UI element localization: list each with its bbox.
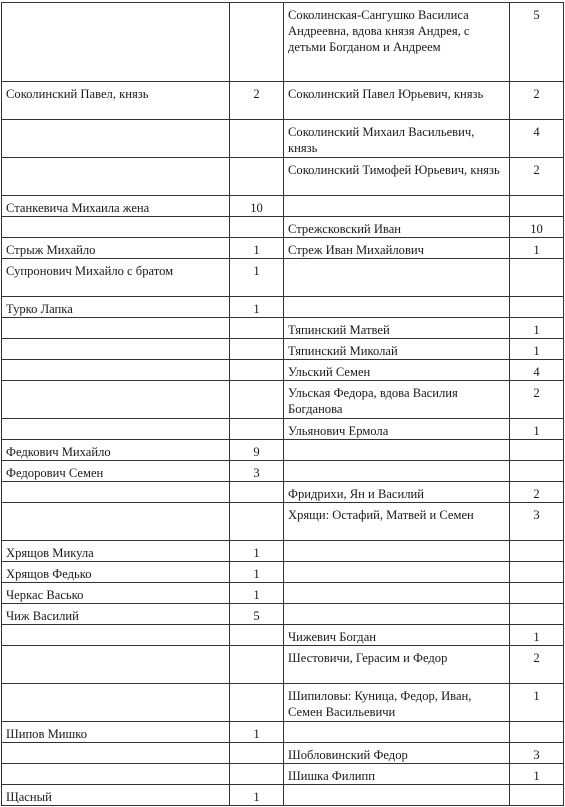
table-row (2, 120, 564, 158)
right-name-cell: Соколинский Павел Юрьевич, князь (284, 82, 510, 120)
right-name-cell: Шипиловы: Куница, Федор, Иван, Семен Васильевичи (284, 684, 510, 722)
right-name-cell (284, 785, 510, 806)
table-row (2, 625, 564, 646)
right-name-cell: Фридрихи, Ян и Василий (284, 482, 510, 503)
right-name-cell: Тяпинский Матвей (284, 318, 510, 339)
table-row (2, 3, 564, 82)
left-count-cell: 1 (230, 785, 284, 806)
left-count-cell: 1 (230, 541, 284, 562)
table-row (2, 583, 564, 604)
register-table (1, 2, 564, 806)
right-name-cell: Соколинский Тимофей Юрьевич, князь (284, 158, 510, 196)
table-row (2, 646, 564, 684)
right-name-cell: Шишка Филипп (284, 764, 510, 785)
right-name-cell (284, 722, 510, 743)
right-name-cell (284, 541, 510, 562)
left-count-cell (230, 318, 284, 339)
right-count-cell: 1 (510, 625, 564, 646)
left-count-cell: 3 (230, 461, 284, 482)
table-row (2, 297, 564, 318)
right-name-cell (284, 562, 510, 583)
right-name-cell (284, 196, 510, 217)
right-count-cell: 4 (510, 120, 564, 158)
table-row (2, 604, 564, 625)
left-count-cell: 2 (230, 82, 284, 120)
left-count-cell (230, 743, 284, 764)
right-count-cell: 1 (510, 318, 564, 339)
right-name-cell: Ульская Федора, вдова Василия Богданова (284, 381, 510, 419)
right-name-cell: Шобловинский Федор (284, 743, 510, 764)
right-count-cell: 1 (510, 339, 564, 360)
right-name-cell (284, 583, 510, 604)
table-row (2, 360, 564, 381)
right-count-cell (510, 562, 564, 583)
left-name-cell: Черкас Васько (2, 583, 230, 604)
right-name-cell (284, 461, 510, 482)
table-row (2, 684, 564, 722)
left-name-cell: Турко Лапка (2, 297, 230, 318)
table-row (2, 419, 564, 440)
left-count-cell (230, 158, 284, 196)
right-name-cell: Тяпинский Миколай (284, 339, 510, 360)
table-row (2, 764, 564, 785)
right-count-cell (510, 604, 564, 625)
left-name-cell (2, 684, 230, 722)
left-name-cell (2, 503, 230, 541)
left-count-cell: 1 (230, 722, 284, 743)
left-name-cell (2, 419, 230, 440)
right-name-cell: Хрящи: Остафий, Матвей и Семен (284, 503, 510, 541)
right-count-cell (510, 785, 564, 806)
right-name-cell: Стреж Иван Михайлович (284, 238, 510, 259)
left-name-cell (2, 743, 230, 764)
left-name-cell (2, 318, 230, 339)
left-name-cell: Шипов Мишко (2, 722, 230, 743)
right-count-cell: 1 (510, 238, 564, 259)
table-row (2, 461, 564, 482)
right-count-cell: 1 (510, 684, 564, 722)
right-count-cell (510, 722, 564, 743)
right-count-cell (510, 297, 564, 318)
left-name-cell: Соколинский Павел, князь (2, 82, 230, 120)
right-count-cell: 5 (510, 3, 564, 82)
left-count-cell (230, 3, 284, 82)
left-name-cell: Федорович Семен (2, 461, 230, 482)
table-row (2, 562, 564, 583)
table-row (2, 217, 564, 238)
right-name-cell: Ульянович Ермола (284, 419, 510, 440)
table-row (2, 158, 564, 196)
right-count-cell: 3 (510, 743, 564, 764)
right-name-cell: Соколинская-Сангушко Василиса Андреевна, вдова князя Андрея, с детьми Богданом и Андреем (284, 3, 510, 82)
right-name-cell (284, 259, 510, 297)
left-name-cell: Щасный (2, 785, 230, 806)
right-name-cell (284, 297, 510, 318)
left-count-cell (230, 360, 284, 381)
left-count-cell (230, 217, 284, 238)
table-row (2, 259, 564, 297)
table-row (2, 722, 564, 743)
right-count-cell: 3 (510, 503, 564, 541)
right-name-cell (284, 440, 510, 461)
table-row (2, 196, 564, 217)
left-name-cell (2, 217, 230, 238)
left-count-cell (230, 625, 284, 646)
table-row (2, 381, 564, 419)
left-count-cell (230, 120, 284, 158)
left-count-cell: 5 (230, 604, 284, 625)
right-count-cell: 2 (510, 646, 564, 684)
left-count-cell (230, 503, 284, 541)
right-name-cell: Соколинский Михаил Васильевич, князь (284, 120, 510, 158)
left-count-cell (230, 684, 284, 722)
right-count-cell: 2 (510, 158, 564, 196)
table-row (2, 743, 564, 764)
right-count-cell (510, 583, 564, 604)
left-name-cell (2, 120, 230, 158)
left-name-cell: Супронович Михайло с братом (2, 259, 230, 297)
left-name-cell (2, 360, 230, 381)
left-name-cell: Стрыж Михайло (2, 238, 230, 259)
right-count-cell (510, 541, 564, 562)
left-name-cell (2, 381, 230, 419)
left-count-cell (230, 764, 284, 785)
right-name-cell: Чижевич Богдан (284, 625, 510, 646)
left-name-cell: Чиж Василий (2, 604, 230, 625)
left-count-cell: 1 (230, 238, 284, 259)
table-row (2, 503, 564, 541)
right-count-cell: 1 (510, 764, 564, 785)
left-name-cell (2, 482, 230, 503)
left-name-cell: Хрящов Федько (2, 562, 230, 583)
right-count-cell: 2 (510, 482, 564, 503)
right-name-cell: Стрежсковский Иван (284, 217, 510, 238)
right-count-cell: 4 (510, 360, 564, 381)
left-count-cell (230, 646, 284, 684)
table-row (2, 238, 564, 259)
right-name-cell: Шестовичи, Герасим и Федор (284, 646, 510, 684)
left-name-cell (2, 158, 230, 196)
left-count-cell: 1 (230, 297, 284, 318)
left-count-cell: 1 (230, 562, 284, 583)
left-count-cell (230, 381, 284, 419)
left-name-cell (2, 3, 230, 82)
right-count-cell (510, 461, 564, 482)
left-count-cell: 10 (230, 196, 284, 217)
table-row (2, 482, 564, 503)
table-row (2, 440, 564, 461)
table-row (2, 318, 564, 339)
left-name-cell: Станкевича Михаила жена (2, 196, 230, 217)
right-count-cell: 2 (510, 82, 564, 120)
right-name-cell (284, 604, 510, 625)
right-count-cell (510, 440, 564, 461)
right-count-cell (510, 196, 564, 217)
left-count-cell (230, 482, 284, 503)
left-count-cell (230, 339, 284, 360)
left-name-cell: Хрящов Микула (2, 541, 230, 562)
left-count-cell (230, 419, 284, 440)
table-row (2, 785, 564, 806)
left-name-cell (2, 339, 230, 360)
left-name-cell (2, 764, 230, 785)
left-name-cell (2, 625, 230, 646)
right-count-cell: 10 (510, 217, 564, 238)
left-count-cell: 1 (230, 259, 284, 297)
left-name-cell: Федкович Михайло (2, 440, 230, 461)
table-row (2, 82, 564, 120)
table-row (2, 541, 564, 562)
left-count-cell: 1 (230, 583, 284, 604)
right-count-cell (510, 259, 564, 297)
table-row (2, 339, 564, 360)
right-count-cell: 2 (510, 381, 564, 419)
right-name-cell: Ульский Семен (284, 360, 510, 381)
left-name-cell (2, 646, 230, 684)
right-count-cell: 1 (510, 419, 564, 440)
left-count-cell: 9 (230, 440, 284, 461)
